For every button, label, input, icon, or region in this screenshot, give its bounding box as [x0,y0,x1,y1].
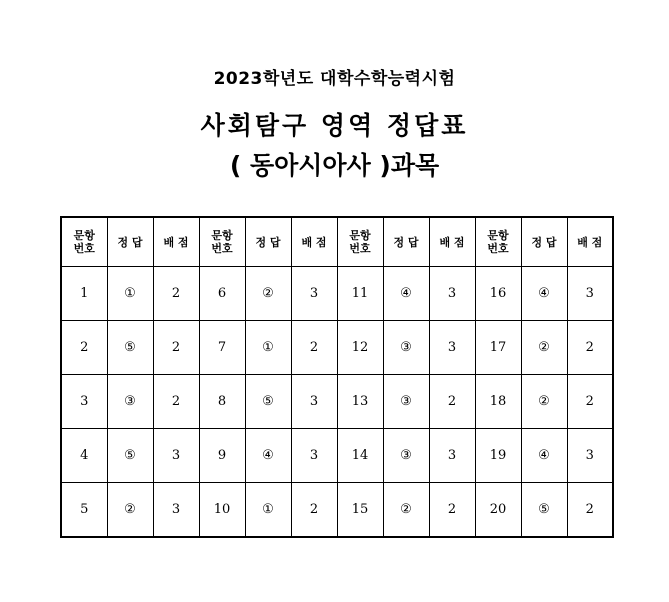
question-number-cell: 11 [337,267,383,321]
score-cell: 3 [567,429,613,483]
answer-cell: ② [107,483,153,538]
header-question-number: 문항 번호 [475,217,521,267]
score-cell: 3 [291,375,337,429]
question-number-cell: 5 [61,483,107,538]
header-answer: 정 답 [107,217,153,267]
score-cell: 2 [567,321,613,375]
score-cell: 2 [567,375,613,429]
question-number-cell: 17 [475,321,521,375]
header-score: 배 점 [567,217,613,267]
question-number-cell: 19 [475,429,521,483]
score-cell: 2 [153,375,199,429]
answer-cell: ③ [383,429,429,483]
header-score: 배 점 [153,217,199,267]
header-question-number: 문항 번호 [337,217,383,267]
question-number-cell: 4 [61,429,107,483]
table-row [61,267,613,321]
score-cell: 3 [291,267,337,321]
score-cell: 2 [429,375,475,429]
score-cell: 2 [291,321,337,375]
table-row [61,483,613,538]
score-cell: 2 [153,321,199,375]
answer-cell: ③ [383,375,429,429]
question-number-cell: 10 [199,483,245,538]
answer-cell: ⑤ [521,483,567,538]
answer-table [60,216,614,538]
answer-cell: ④ [521,429,567,483]
subject-title: ( 동아시아사 )과목 [229,151,440,180]
answer-cell: ② [383,483,429,538]
question-number-cell: 18 [475,375,521,429]
table-row [61,321,613,375]
answer-cell: ③ [107,375,153,429]
answer-cell: ① [245,321,291,375]
answer-cell: ⑤ [107,429,153,483]
question-number-cell: 2 [61,321,107,375]
score-cell: 3 [153,429,199,483]
table-row [61,375,613,429]
score-cell: 3 [429,267,475,321]
header-score: 배 점 [429,217,475,267]
header-answer: 정 답 [383,217,429,267]
score-cell: 2 [429,483,475,538]
answer-cell: ① [245,483,291,538]
question-number-cell: 8 [199,375,245,429]
score-cell: 2 [153,267,199,321]
answer-key-title: 사회탐구 영역 정답표 [200,111,469,140]
question-number-cell: 15 [337,483,383,538]
exam-year-title: 2023학년도 대학수학능력시험 [213,69,456,89]
answer-cell: ② [521,375,567,429]
question-number-cell: 13 [337,375,383,429]
question-number-cell: 6 [199,267,245,321]
answer-cell: ② [245,267,291,321]
header-question-number: 문항 번호 [61,217,107,267]
answer-cell: ③ [383,321,429,375]
answer-table-header-row [61,217,613,267]
header-answer: 정 답 [521,217,567,267]
question-number-cell: 1 [61,267,107,321]
question-number-cell: 16 [475,267,521,321]
answer-cell: ① [107,267,153,321]
question-number-cell: 14 [337,429,383,483]
score-cell: 3 [567,267,613,321]
answer-cell: ② [521,321,567,375]
answer-cell: ⑤ [245,375,291,429]
question-number-cell: 7 [199,321,245,375]
answer-cell: ④ [383,267,429,321]
header-question-number: 문항 번호 [199,217,245,267]
question-number-cell: 12 [337,321,383,375]
answer-cell: ⑤ [107,321,153,375]
score-cell: 3 [153,483,199,538]
answer-cell: ④ [521,267,567,321]
question-number-cell: 3 [61,375,107,429]
header-answer: 정 답 [245,217,291,267]
question-number-cell: 9 [199,429,245,483]
score-cell: 3 [429,429,475,483]
score-cell: 2 [291,483,337,538]
header-score: 배 점 [291,217,337,267]
question-number-cell: 20 [475,483,521,538]
table-row [61,429,613,483]
score-cell: 3 [291,429,337,483]
answer-cell: ④ [245,429,291,483]
score-cell: 3 [429,321,475,375]
score-cell: 2 [567,483,613,538]
